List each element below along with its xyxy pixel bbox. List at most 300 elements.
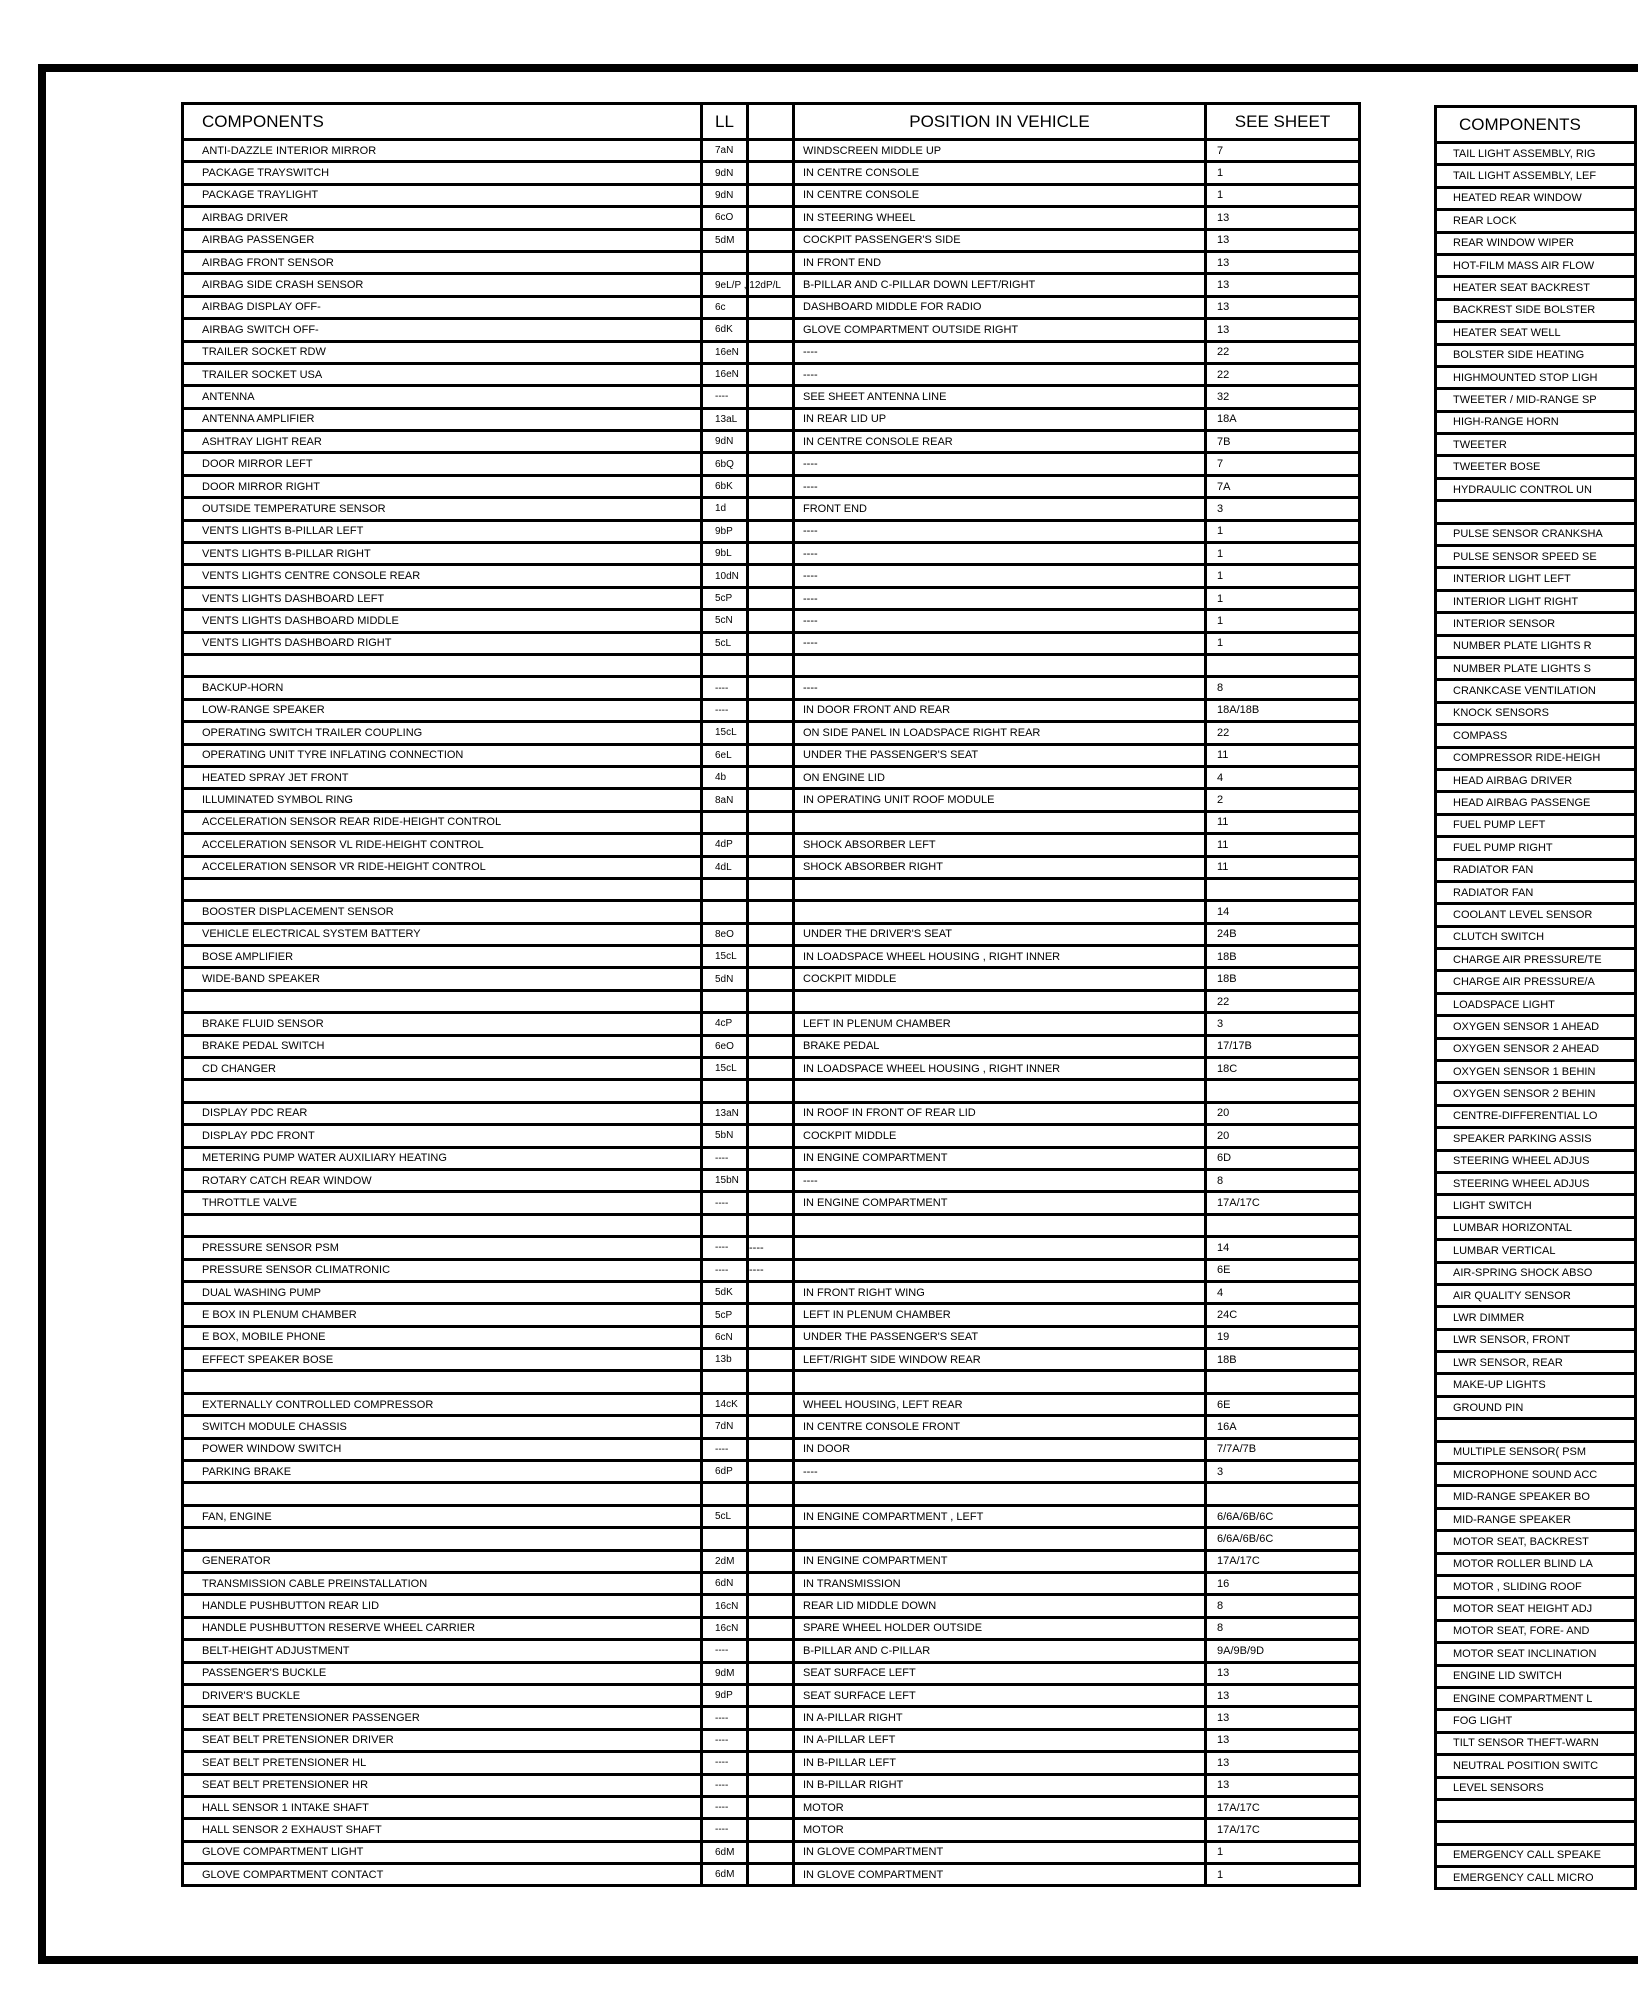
position-cell: IN DOOR <box>794 1438 1206 1460</box>
ll-cell: ---- <box>702 1640 748 1662</box>
component-cell: ILLUMINATED SYMBOL RING <box>183 789 702 811</box>
ll-cell <box>702 811 748 833</box>
position-cell: COCKPIT MIDDLE <box>794 968 1206 990</box>
table-row <box>183 1819 1360 1841</box>
sheet-cell: 6/6A/6B/6C <box>1206 1528 1360 1550</box>
table-row <box>1436 1172 1636 1194</box>
table-row <box>183 1617 1360 1639</box>
table-row <box>183 1102 1360 1124</box>
table-row <box>1436 613 1636 635</box>
table-row <box>1436 1195 1636 1217</box>
ll-cell: ---- <box>702 1819 748 1841</box>
extra-cell <box>748 811 794 833</box>
table-row <box>183 1774 1360 1796</box>
table-row <box>183 1505 1360 1527</box>
position-cell: LEFT/RIGHT SIDE WINDOW REAR <box>794 1349 1206 1371</box>
sheet-cell: 13 <box>1206 1662 1360 1684</box>
extra-cell <box>748 341 794 363</box>
ll-cell: 9dN <box>702 184 748 206</box>
position-cell: GLOVE COMPARTMENT OUTSIDE RIGHT <box>794 319 1206 341</box>
table-row <box>1436 434 1636 456</box>
component-cell: EMERGENCY CALL SPEAKE <box>1436 1844 1636 1866</box>
component-cell: LWR DIMMER <box>1436 1307 1636 1329</box>
extra-cell <box>748 1752 794 1774</box>
extra-cell <box>748 834 794 856</box>
position-cell <box>794 1237 1206 1259</box>
table-row <box>1436 971 1636 993</box>
position-cell <box>794 811 1206 833</box>
component-cell: VENTS LIGHTS DASHBOARD MIDDLE <box>183 610 702 632</box>
component-cell: OXYGEN SENSOR 1 AHEAD <box>1436 1016 1636 1038</box>
table-row <box>1436 322 1636 344</box>
sheet-cell: 17A/17C <box>1206 1192 1360 1214</box>
table-row <box>1436 1508 1636 1530</box>
table-row <box>183 207 1360 229</box>
table-row <box>183 1326 1360 1348</box>
ll-cell: 6dN <box>702 1573 748 1595</box>
extra-cell <box>748 1102 794 1124</box>
component-cell: PARKING BRAKE <box>183 1461 702 1483</box>
component-cell: LEVEL SENSORS <box>1436 1777 1636 1799</box>
component-cell: SEAT BELT PRETENSIONER HR <box>183 1774 702 1796</box>
table-row <box>183 140 1360 162</box>
extra-cell <box>748 1528 794 1550</box>
table-row <box>183 1573 1360 1595</box>
component-cell: RADIATOR FAN <box>1436 881 1636 903</box>
position-cell: SEE SHEET ANTENNA LINE <box>794 386 1206 408</box>
table-row <box>1436 366 1636 388</box>
header-row <box>183 104 1360 140</box>
component-cell: KNOCK SENSORS <box>1436 702 1636 724</box>
table-row <box>183 408 1360 430</box>
component-cell: CLUTCH SWITCH <box>1436 926 1636 948</box>
ll-cell <box>702 251 748 273</box>
table-row <box>183 431 1360 453</box>
sheet-cell: 11 <box>1206 856 1360 878</box>
sheet-cell: 7 <box>1206 140 1360 162</box>
extra-cell <box>748 1662 794 1684</box>
position-cell: IN CENTRE CONSOLE REAR <box>794 431 1206 453</box>
component-cell: VENTS LIGHTS DASHBOARD LEFT <box>183 587 702 609</box>
table-row <box>183 274 1360 296</box>
component-cell: COOLANT LEVEL SENSOR <box>1436 904 1636 926</box>
component-cell: DISPLAY PDC FRONT <box>183 1125 702 1147</box>
component-cell: HEATED SPRAY JET FRONT <box>183 766 702 788</box>
extra-cell <box>748 1192 794 1214</box>
sheet-cell: 8 <box>1206 1595 1360 1617</box>
position-cell: SPARE WHEEL HOLDER OUTSIDE <box>794 1617 1206 1639</box>
component-cell <box>1436 1419 1636 1441</box>
sheet-cell: 13 <box>1206 296 1360 318</box>
position-cell <box>794 1483 1206 1505</box>
ll-cell: 9eL/P , 12dP/L <box>702 274 748 296</box>
component-cell: PRESSURE SENSOR CLIMATRONIC <box>183 1259 702 1281</box>
table-row <box>183 520 1360 542</box>
component-cell: GROUND PIN <box>1436 1396 1636 1418</box>
table-row <box>183 1169 1360 1191</box>
ll-cell: 6eO <box>702 1035 748 1057</box>
ll-cell: ---- <box>702 1729 748 1751</box>
table-row <box>183 789 1360 811</box>
sheet-cell: 18B <box>1206 1349 1360 1371</box>
position-cell <box>794 1259 1206 1281</box>
sheet-cell: 1 <box>1206 162 1360 184</box>
table-row <box>1436 1822 1636 1844</box>
ll-cell <box>702 1371 748 1393</box>
ll-cell: 9bL <box>702 543 748 565</box>
table-row <box>1436 1083 1636 1105</box>
component-cell: ROTARY CATCH REAR WINDOW <box>183 1169 702 1191</box>
ll-cell: 13aL <box>702 408 748 430</box>
component-cell: MICROPHONE SOUND ACC <box>1436 1464 1636 1486</box>
position-cell: IN GLOVE COMPARTMENT <box>794 1841 1206 1863</box>
component-cell: CRANKCASE VENTILATION <box>1436 680 1636 702</box>
table-row <box>1436 837 1636 859</box>
position-cell: ---- <box>794 543 1206 565</box>
component-cell: EXTERNALLY CONTROLLED COMPRESSOR <box>183 1393 702 1415</box>
table-row <box>183 1416 1360 1438</box>
position-cell: IN OPERATING UNIT ROOF MODULE <box>794 789 1206 811</box>
component-cell: ANTENNA <box>183 386 702 408</box>
extra-cell <box>748 1013 794 1035</box>
table-row <box>1436 210 1636 232</box>
extra-cell <box>748 610 794 632</box>
position-cell: WHEEL HOUSING, LEFT REAR <box>794 1393 1206 1415</box>
ll-cell: ---- <box>702 1259 748 1281</box>
ll-cell <box>702 990 748 1012</box>
table-row <box>183 1595 1360 1617</box>
sheet-cell: 2 <box>1206 789 1360 811</box>
table-row <box>183 968 1360 990</box>
sheet-cell <box>1206 1214 1360 1236</box>
ll-cell: 15bN <box>702 1169 748 1191</box>
table-row <box>1436 1352 1636 1374</box>
table-row <box>1436 1217 1636 1239</box>
ll-cell: 6eL <box>702 744 748 766</box>
component-cell: TILT SENSOR THEFT-WARN <box>1436 1732 1636 1754</box>
position-cell: SEAT SURFACE LEFT <box>794 1662 1206 1684</box>
component-cell: ANTI-DAZZLE INTERIOR MIRROR <box>183 140 702 162</box>
component-cell: FOG LIGHT <box>1436 1710 1636 1732</box>
table-row <box>1436 165 1636 187</box>
position-cell: ---- <box>794 1461 1206 1483</box>
component-cell: OPERATING SWITCH TRAILER COUPLING <box>183 722 702 744</box>
position-cell: SHOCK ABSORBER RIGHT <box>794 856 1206 878</box>
sheet-cell: 17A/17C <box>1206 1550 1360 1572</box>
component-cell: TRAILER SOCKET USA <box>183 363 702 385</box>
sheet-cell: 18C <box>1206 1058 1360 1080</box>
position-cell: IN FRONT END <box>794 251 1206 273</box>
table-row <box>183 1035 1360 1057</box>
ll-cell: 16eN <box>702 341 748 363</box>
ll-cell <box>702 901 748 923</box>
component-cell <box>183 878 702 900</box>
sheet-cell: 4 <box>1206 766 1360 788</box>
component-cell: INTERIOR LIGHT RIGHT <box>1436 590 1636 612</box>
table-row <box>1436 277 1636 299</box>
extra-cell <box>748 901 794 923</box>
component-cell: TRAILER SOCKET RDW <box>183 341 702 363</box>
component-cell: STEERING WHEEL ADJUS <box>1436 1150 1636 1172</box>
position-cell <box>794 1371 1206 1393</box>
component-cell <box>183 1080 702 1102</box>
component-cell <box>1436 1799 1636 1821</box>
component-cell: FUEL PUMP LEFT <box>1436 814 1636 836</box>
component-cell: GLOVE COMPARTMENT LIGHT <box>183 1841 702 1863</box>
ll-cell <box>702 878 748 900</box>
ll-cell: 15cL <box>702 946 748 968</box>
position-cell: IN FRONT RIGHT WING <box>794 1281 1206 1303</box>
ll-cell: 5cL <box>702 1505 748 1527</box>
position-cell: MOTOR <box>794 1796 1206 1818</box>
position-cell: COCKPIT MIDDLE <box>794 1125 1206 1147</box>
table-row <box>183 363 1360 385</box>
component-cell: BELT-HEIGHT ADJUSTMENT <box>183 1640 702 1662</box>
component-cell: BRAKE FLUID SENSOR <box>183 1013 702 1035</box>
table-row <box>1436 1799 1636 1821</box>
ll-cell: 13b <box>702 1349 748 1371</box>
component-cell: STEERING WHEEL ADJUS <box>1436 1172 1636 1194</box>
table-row <box>1436 1643 1636 1665</box>
ll-cell: 9dN <box>702 162 748 184</box>
sheet-header: SEE SHEET <box>1206 104 1360 140</box>
table-row <box>183 1528 1360 1550</box>
component-cell <box>183 654 702 676</box>
ll-cell: 7dN <box>702 1416 748 1438</box>
ll-cell: 5cP <box>702 587 748 609</box>
component-cell: HANDLE PUSHBUTTON REAR LID <box>183 1595 702 1617</box>
component-cell: AIRBAG DRIVER <box>183 207 702 229</box>
extra-cell <box>748 408 794 430</box>
ll-cell: 16cN <box>702 1617 748 1639</box>
table-row <box>1436 1419 1636 1441</box>
extra-cell <box>748 229 794 251</box>
position-cell: B-PILLAR AND C-PILLAR <box>794 1640 1206 1662</box>
components-table-right-body <box>1436 143 1636 1889</box>
table-row <box>1436 769 1636 791</box>
position-cell: COCKPIT PASSENGER'S SIDE <box>794 229 1206 251</box>
table-row <box>183 834 1360 856</box>
sheet-cell: 22 <box>1206 363 1360 385</box>
sheet-cell: 18B <box>1206 968 1360 990</box>
component-cell: BOOSTER DISPLACEMENT SENSOR <box>183 901 702 923</box>
table-row <box>1436 792 1636 814</box>
position-cell <box>794 1080 1206 1102</box>
ll-cell: ---- <box>702 699 748 721</box>
position-cell: IN TRANSMISSION <box>794 1573 1206 1595</box>
ll-cell: 4b <box>702 766 748 788</box>
sheet-cell: 22 <box>1206 990 1360 1012</box>
extra-cell <box>748 789 794 811</box>
component-cell: LWR SENSOR, FRONT <box>1436 1329 1636 1351</box>
table-row <box>1436 702 1636 724</box>
position-cell: BRAKE PEDAL <box>794 1035 1206 1057</box>
table-row <box>183 229 1360 251</box>
extra-cell <box>748 520 794 542</box>
position-cell <box>794 1214 1206 1236</box>
sheet-cell: 24B <box>1206 923 1360 945</box>
sheet-cell: 1 <box>1206 1864 1360 1886</box>
ll-cell <box>702 1528 748 1550</box>
table-row <box>1436 1576 1636 1598</box>
ll-cell: 15cL <box>702 722 748 744</box>
component-cell: LUMBAR VERTICAL <box>1436 1240 1636 1262</box>
sheet-cell: 3 <box>1206 498 1360 520</box>
extra-cell: ---- <box>748 1237 794 1259</box>
table-row <box>183 1393 1360 1415</box>
sheet-cell: 7A <box>1206 475 1360 497</box>
position-cell: ---- <box>794 565 1206 587</box>
sheet-cell: 8 <box>1206 677 1360 699</box>
table-row <box>1436 657 1636 679</box>
sheet-cell: 14 <box>1206 901 1360 923</box>
extra-cell <box>748 453 794 475</box>
sheet-cell: 1 <box>1206 543 1360 565</box>
position-cell: IN CENTRE CONSOLE <box>794 162 1206 184</box>
component-cell: E BOX IN PLENUM CHAMBER <box>183 1304 702 1326</box>
component-cell <box>183 1371 702 1393</box>
table-row <box>183 1371 1360 1393</box>
sheet-cell: 18A/18B <box>1206 699 1360 721</box>
table-row <box>1436 1240 1636 1262</box>
extra-cell <box>748 722 794 744</box>
component-cell: BRAKE PEDAL SWITCH <box>183 1035 702 1057</box>
ll-cell: 6dK <box>702 319 748 341</box>
extra-cell <box>748 431 794 453</box>
component-cell: REAR LOCK <box>1436 210 1636 232</box>
component-cell <box>183 1214 702 1236</box>
table-row <box>1436 187 1636 209</box>
table-row <box>183 722 1360 744</box>
table-row <box>1436 389 1636 411</box>
extra-cell <box>748 1080 794 1102</box>
component-cell: SEAT BELT PRETENSIONER PASSENGER <box>183 1707 702 1729</box>
component-cell: VEHICLE ELECTRICAL SYSTEM BATTERY <box>183 923 702 945</box>
component-cell: OXYGEN SENSOR 2 AHEAD <box>1436 1038 1636 1060</box>
component-cell: ASHTRAY LIGHT REAR <box>183 431 702 453</box>
component-cell: BOLSTER SIDE HEATING <box>1436 344 1636 366</box>
extra-cell <box>748 319 794 341</box>
ll-cell: 6cO <box>702 207 748 229</box>
position-cell: IN B-PILLAR LEFT <box>794 1752 1206 1774</box>
ll-cell: 1d <box>702 498 748 520</box>
ll-cell: ---- <box>702 1237 748 1259</box>
sheet-cell: 13 <box>1206 1684 1360 1706</box>
component-cell: DRIVER'S BUCKLE <box>183 1684 702 1706</box>
sheet-cell: 1 <box>1206 1841 1360 1863</box>
component-cell: DOOR MIRROR RIGHT <box>183 475 702 497</box>
table-row <box>1436 1441 1636 1463</box>
extra-cell <box>748 1729 794 1751</box>
extra-cell <box>748 475 794 497</box>
extra-cell <box>748 1125 794 1147</box>
component-cell: ACCELERATION SENSOR REAR RIDE-HEIGHT CONTROL <box>183 811 702 833</box>
component-cell: TRANSMISSION CABLE PREINSTALLATION <box>183 1573 702 1595</box>
component-cell: ACCELERATION SENSOR VL RIDE-HEIGHT CONTROL <box>183 834 702 856</box>
component-cell: VENTS LIGHTS DASHBOARD RIGHT <box>183 632 702 654</box>
table-row <box>183 1864 1360 1886</box>
component-cell: OUTSIDE TEMPERATURE SENSOR <box>183 498 702 520</box>
table-row <box>1436 904 1636 926</box>
sheet-cell: 11 <box>1206 744 1360 766</box>
sheet-cell: 1 <box>1206 632 1360 654</box>
position-cell: SEAT SURFACE LEFT <box>794 1684 1206 1706</box>
position-cell: LEFT IN PLENUM CHAMBER <box>794 1304 1206 1326</box>
component-cell: SWITCH MODULE CHASSIS <box>183 1416 702 1438</box>
component-cell: HEAD AIRBAG PASSENGE <box>1436 792 1636 814</box>
table-row <box>1436 1307 1636 1329</box>
component-cell: EFFECT SPEAKER BOSE <box>183 1349 702 1371</box>
table-row <box>183 1281 1360 1303</box>
extra-cell <box>748 1774 794 1796</box>
position-cell: IN ENGINE COMPARTMENT , LEFT <box>794 1505 1206 1527</box>
position-cell: IN GLOVE COMPARTMENT <box>794 1864 1206 1886</box>
table-row <box>1436 232 1636 254</box>
position-cell: DASHBOARD MIDDLE FOR RADIO <box>794 296 1206 318</box>
position-cell: ---- <box>794 363 1206 385</box>
position-cell: UNDER THE DRIVER'S SEAT <box>794 923 1206 945</box>
component-cell: DOOR MIRROR LEFT <box>183 453 702 475</box>
sheet-cell: 14 <box>1206 1237 1360 1259</box>
component-cell: COMPASS <box>1436 725 1636 747</box>
table-row <box>1436 993 1636 1015</box>
extra-cell <box>748 766 794 788</box>
component-cell: CD CHANGER <box>183 1058 702 1080</box>
component-cell: OPERATING UNIT TYRE INFLATING CONNECTION <box>183 744 702 766</box>
component-cell: MOTOR SEAT INCLINATION <box>1436 1643 1636 1665</box>
sheet-cell: 7 <box>1206 453 1360 475</box>
component-cell: HALL SENSOR 1 INTAKE SHAFT <box>183 1796 702 1818</box>
extra-cell <box>748 1035 794 1057</box>
component-cell: HIGH-RANGE HORN <box>1436 411 1636 433</box>
extra-cell <box>748 1640 794 1662</box>
extra-cell <box>748 1684 794 1706</box>
extra-cell <box>748 856 794 878</box>
extra-cell <box>748 1214 794 1236</box>
table-row <box>183 1080 1360 1102</box>
component-cell: AIRBAG SIDE CRASH SENSOR <box>183 274 702 296</box>
table-row <box>1436 546 1636 568</box>
position-cell <box>794 654 1206 676</box>
table-row <box>183 1438 1360 1460</box>
position-cell: B-PILLAR AND C-PILLAR DOWN LEFT/RIGHT <box>794 274 1206 296</box>
sheet-cell: 11 <box>1206 834 1360 856</box>
ll-cell: 16cN <box>702 1595 748 1617</box>
extra-cell <box>748 1707 794 1729</box>
extra-cell <box>748 498 794 520</box>
table-row <box>1436 1710 1636 1732</box>
ll-cell: 6dM <box>702 1864 748 1886</box>
component-cell: PACKAGE TRAYSWITCH <box>183 162 702 184</box>
position-cell: ---- <box>794 610 1206 632</box>
position-cell: ---- <box>794 587 1206 609</box>
component-cell: RADIATOR FAN <box>1436 859 1636 881</box>
ll-cell: ---- <box>702 386 748 408</box>
table-row <box>183 296 1360 318</box>
position-cell: IN STEERING WHEEL <box>794 207 1206 229</box>
table-row <box>183 1796 1360 1818</box>
position-cell: IN ENGINE COMPARTMENT <box>794 1147 1206 1169</box>
table-row <box>1436 1620 1636 1642</box>
component-cell: INTERIOR SENSOR <box>1436 613 1636 635</box>
table-row <box>183 1192 1360 1214</box>
table-row <box>183 386 1360 408</box>
extra-cell <box>748 677 794 699</box>
sheet-cell: 1 <box>1206 610 1360 632</box>
extra-cell <box>748 1796 794 1818</box>
position-cell: IN REAR LID UP <box>794 408 1206 430</box>
sheet-cell: 1 <box>1206 520 1360 542</box>
